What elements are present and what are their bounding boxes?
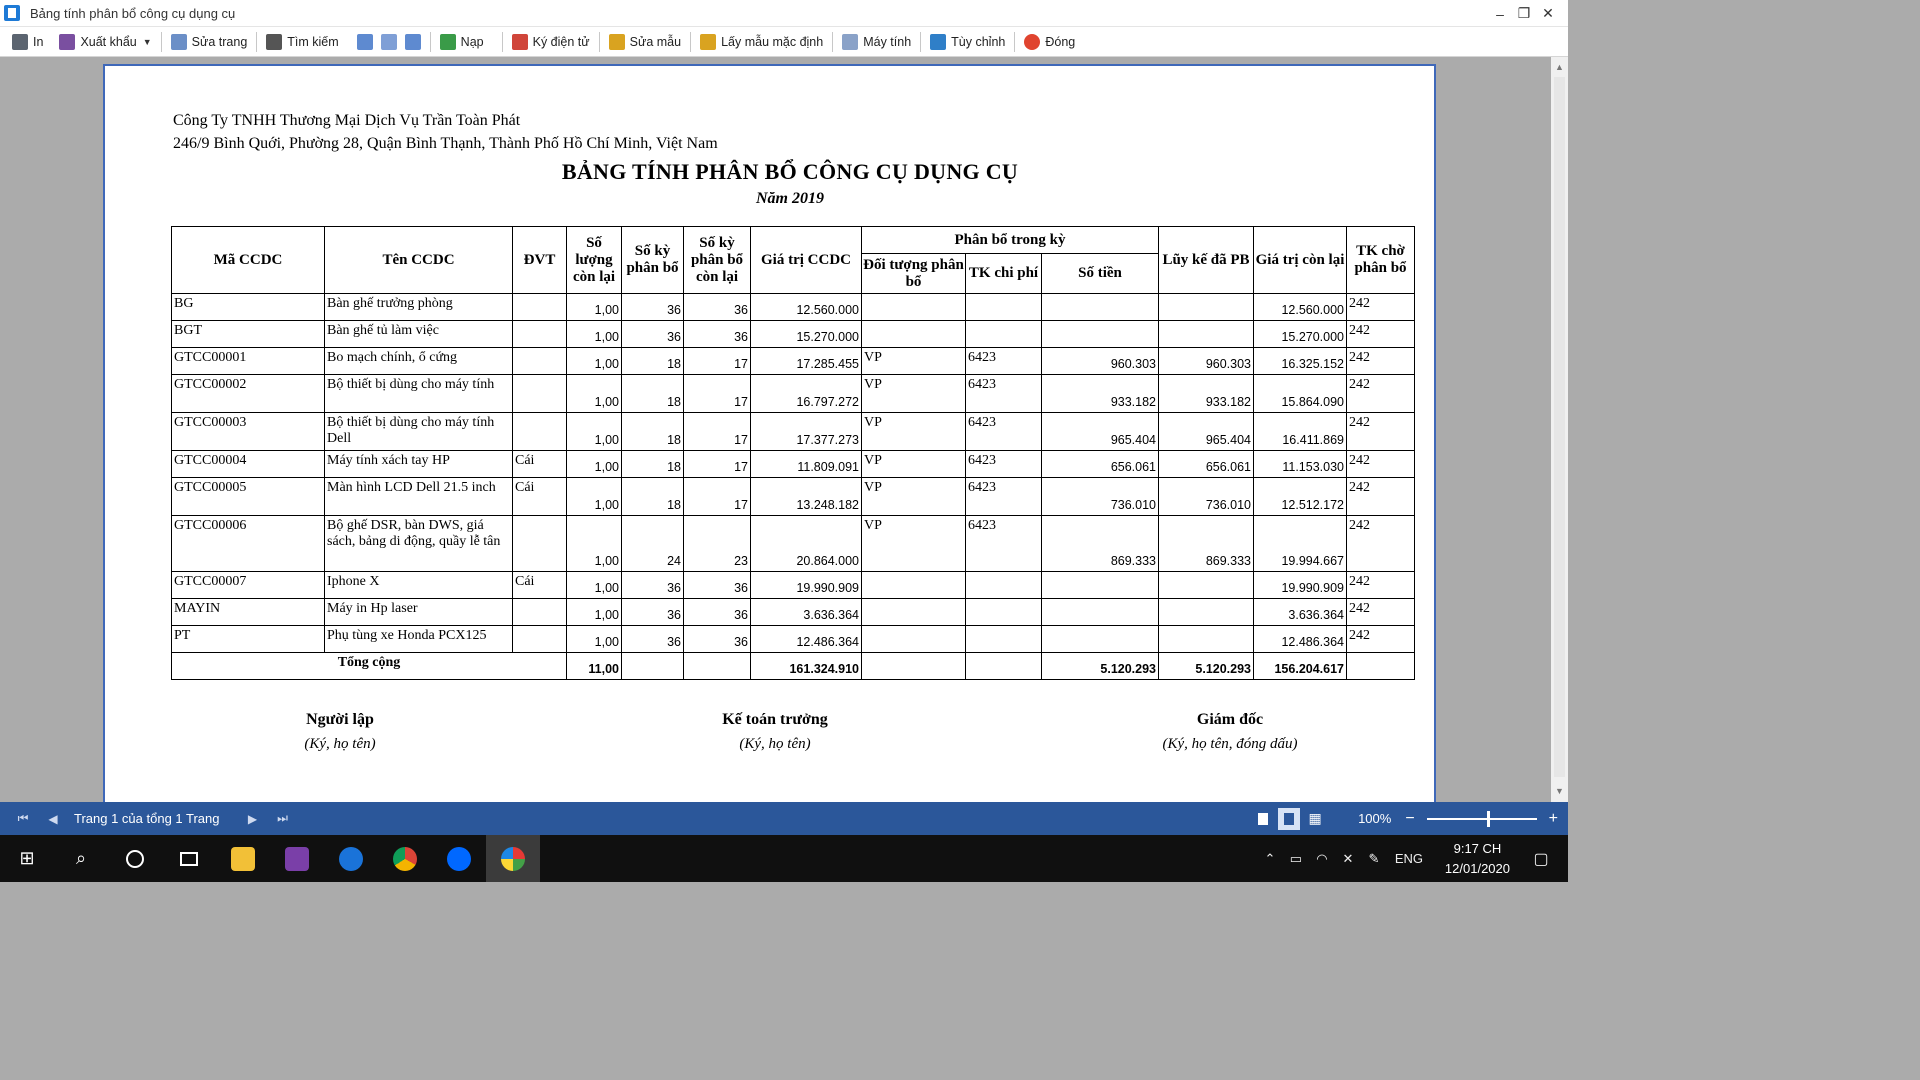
cell-remain: 12.486.364 <box>1254 626 1347 653</box>
clock-time: 9:17 CH <box>1453 840 1502 856</box>
header-qty: Số lượng còn lại <box>567 227 622 294</box>
zoom-out-icon[interactable]: − <box>1405 809 1415 827</box>
cell-value: 17.285.455 <box>751 348 862 375</box>
volume-muted-icon[interactable]: ✕ <box>1342 850 1354 866</box>
view-mode-2-button[interactable] <box>377 30 401 54</box>
cell-name: Bộ thiết bị dùng cho máy tính Dell <box>325 413 513 451</box>
cell-name: Phụ tùng xe Honda PCX125 <box>325 626 513 653</box>
toolbar-divider <box>430 32 431 52</box>
allocation-table <box>171 226 1415 680</box>
scroll-up-icon[interactable]: ▲ <box>1555 62 1564 72</box>
multi-page-view-button[interactable] <box>1304 808 1326 830</box>
total-label: Tổng cộng <box>172 653 567 680</box>
task-view-button[interactable] <box>162 835 216 882</box>
search-button[interactable]: Tìm kiếm <box>262 30 342 54</box>
cell-periods-left: 36 <box>684 321 751 348</box>
cell-qty: 1,00 <box>567 516 622 572</box>
cell-code: GTCC00003 <box>172 413 325 451</box>
table-row <box>172 516 1415 572</box>
save-icon <box>59 34 75 50</box>
cell-alloc-obj: VP <box>862 413 966 451</box>
taskbar-search-button[interactable] <box>54 835 108 882</box>
cortana-button[interactable] <box>108 835 162 882</box>
view-width-icon <box>405 34 421 50</box>
edit-page-button[interactable]: Sửa trang <box>167 30 252 54</box>
status-bar <box>0 802 1568 835</box>
cell-unit <box>513 348 567 375</box>
system-tray <box>1257 835 1568 882</box>
cell-qty: 1,00 <box>567 626 622 653</box>
cell-value: 17.377.273 <box>751 413 862 451</box>
cell-periods: 18 <box>622 451 684 478</box>
cell-amount: 933.182 <box>1042 375 1159 413</box>
cell-unit: Cái <box>513 478 567 516</box>
folder-icon <box>231 847 255 871</box>
cell-code: GTCC00006 <box>172 516 325 572</box>
prev-page-icon[interactable]: ◀ <box>48 811 58 826</box>
signature-chief-accountant <box>645 709 905 757</box>
language-indicator[interactable]: ENG <box>1394 851 1423 866</box>
header-amount: Số tiền <box>1042 254 1159 294</box>
table-row <box>172 451 1415 478</box>
cell-expense-acct <box>966 321 1042 348</box>
cell-unit <box>513 599 567 626</box>
cell-accum <box>1159 294 1254 321</box>
cell-unit <box>513 516 567 572</box>
chrome-icon <box>393 847 417 871</box>
cell-qty: 1,00 <box>567 348 622 375</box>
cell-amount <box>1042 599 1159 626</box>
cell-periods: 36 <box>622 321 684 348</box>
total-accum: 5.120.293 <box>1159 653 1254 680</box>
cell-pending-acct: 242 <box>1347 321 1415 348</box>
taskbar-file-explorer[interactable] <box>216 835 270 882</box>
taskbar-zalo[interactable] <box>432 835 486 882</box>
app-icon <box>4 5 20 21</box>
signature-director <box>1105 709 1355 757</box>
page-navigation-forward <box>238 811 298 826</box>
cell-unit: Cái <box>513 572 567 599</box>
cell-amount <box>1042 321 1159 348</box>
table-row <box>172 348 1415 375</box>
cell-qty: 1,00 <box>567 321 622 348</box>
table-row <box>172 294 1415 321</box>
header-expense-acct: TK chi phí <box>966 254 1042 294</box>
cell-remain: 19.994.667 <box>1254 516 1347 572</box>
taskbar-accounting-app[interactable] <box>486 835 540 882</box>
header-unit: ĐVT <box>513 227 567 294</box>
cell-pending-acct: 242 <box>1347 375 1415 413</box>
cell-pending-acct: 242 <box>1347 478 1415 516</box>
cell-alloc-obj: VP <box>862 348 966 375</box>
company-name: Công Ty TNHH Thương Mại Dịch Vụ Trần Toàn Phát <box>173 112 521 129</box>
cell-pending-acct: 242 <box>1347 413 1415 451</box>
single-page-icon <box>1258 813 1268 825</box>
cell-qty: 1,00 <box>567 451 622 478</box>
cell-periods-left: 36 <box>684 599 751 626</box>
cell-amount: 869.333 <box>1042 516 1159 572</box>
cell-code: GTCC00002 <box>172 375 325 413</box>
cell-expense-acct: 6423 <box>966 375 1042 413</box>
cell-remain: 3.636.364 <box>1254 599 1347 626</box>
cell-amount <box>1042 572 1159 599</box>
cell-pending-acct: 242 <box>1347 451 1415 478</box>
company-address: 246/9 Bình Quới, Phường 28, Quận Bình Thạnh, Thành Phố Hồ Chí Minh, Việt Nam <box>173 135 718 152</box>
scroll-down-icon[interactable]: ▼ <box>1555 786 1564 796</box>
director-note: (Ký, họ tên, đóng dấu) <box>1162 736 1298 752</box>
cell-periods: 18 <box>622 478 684 516</box>
total-empty <box>862 653 966 680</box>
total-empty <box>684 653 751 680</box>
chief-accountant-title: Kế toán trưởng <box>722 711 828 728</box>
cell-name: Iphone X <box>325 572 513 599</box>
continuous-view-button[interactable] <box>1278 808 1300 830</box>
cell-alloc-obj: VP <box>862 516 966 572</box>
cell-code: BG <box>172 294 325 321</box>
header-periods-left: Số kỳ phân bổ còn lại <box>684 227 751 294</box>
table-row <box>172 321 1415 348</box>
cell-amount: 960.303 <box>1042 348 1159 375</box>
zoom-controls <box>1250 802 1558 835</box>
task-view-icon <box>180 852 198 866</box>
company-info <box>173 109 718 155</box>
first-page-icon[interactable]: ⏮ <box>17 811 29 825</box>
cell-alloc-obj: VP <box>862 375 966 413</box>
cell-amount: 736.010 <box>1042 478 1159 516</box>
grid-icon: ▦ <box>1308 810 1322 826</box>
start-button[interactable] <box>0 835 54 882</box>
cell-pending-acct: 242 <box>1347 294 1415 321</box>
cell-qty: 1,00 <box>567 478 622 516</box>
table-row <box>172 375 1415 413</box>
clock[interactable] <box>1445 839 1510 879</box>
toolbar-divider <box>920 32 921 52</box>
zoom-level: 100% <box>1358 811 1392 826</box>
cell-remain: 19.990.909 <box>1254 572 1347 599</box>
reload-button[interactable]: Nạp <box>436 30 488 54</box>
cell-name: Bộ ghế DSR, bàn DWS, giá sách, bảng di động, quầy lễ tân <box>325 516 513 572</box>
title-bar <box>0 0 1568 27</box>
view-page-icon <box>381 34 397 50</box>
cell-value: 19.990.909 <box>751 572 862 599</box>
cell-periods-left: 17 <box>684 478 751 516</box>
pdf-app-icon <box>285 847 309 871</box>
header-remain: Giá trị còn lại <box>1254 227 1347 294</box>
accounting-app-icon <box>501 847 525 871</box>
window-title: Bảng tính phân bổ công cụ dụng cụ <box>30 5 236 21</box>
total-row <box>172 653 1415 680</box>
cell-pending-acct: 242 <box>1347 348 1415 375</box>
calculator-button[interactable]: Máy tính <box>838 30 915 54</box>
cell-remain: 12.560.000 <box>1254 294 1347 321</box>
last-page-icon[interactable]: ⏭ <box>277 811 288 825</box>
cell-amount: 656.061 <box>1042 451 1159 478</box>
cell-alloc-obj <box>862 599 966 626</box>
table-row <box>172 478 1415 516</box>
cell-value: 12.486.364 <box>751 626 862 653</box>
cell-accum: 933.182 <box>1159 375 1254 413</box>
cell-pending-acct: 242 <box>1347 516 1415 572</box>
cell-pending-acct: 242 <box>1347 626 1415 653</box>
cell-periods-left: 36 <box>684 294 751 321</box>
minimize-icon[interactable]: – <box>1496 5 1504 22</box>
preparer-title: Người lập <box>306 711 374 728</box>
scrollbar-thumb[interactable] <box>1554 77 1565 777</box>
cell-expense-acct: 6423 <box>966 516 1042 572</box>
header-periods: Số kỳ phân bổ <box>622 227 684 294</box>
zoom-in-icon[interactable]: + <box>1548 809 1558 827</box>
toolbar-divider <box>1014 32 1015 52</box>
zoom-slider-knob[interactable] <box>1487 811 1490 827</box>
template-default-icon <box>700 34 716 50</box>
chevron-up-icon[interactable]: ⌃ <box>1264 850 1276 866</box>
cell-accum: 965.404 <box>1159 413 1254 451</box>
cell-periods: 18 <box>622 413 684 451</box>
cell-code: GTCC00007 <box>172 572 325 599</box>
restore-icon[interactable]: ❐ <box>1517 5 1531 21</box>
cell-name: Màn hình LCD Dell 21.5 inch <box>325 478 513 516</box>
view-layout-icon <box>357 34 373 50</box>
cell-value: 15.270.000 <box>751 321 862 348</box>
default-template-button[interactable]: Lấy mẫu mặc định <box>696 30 827 54</box>
report-title: BẢNG TÍNH PHÂN BỔ CÔNG CỤ DỤNG CỤ <box>561 159 1019 184</box>
cell-accum <box>1159 626 1254 653</box>
cell-alloc-obj <box>862 294 966 321</box>
continuous-page-icon <box>1284 813 1294 825</box>
cell-periods: 18 <box>622 375 684 413</box>
chief-accountant-note: (Ký, họ tên) <box>739 736 811 752</box>
table-body <box>172 294 1415 680</box>
cell-name: Bàn ghế trưởng phòng <box>325 294 513 321</box>
cell-periods: 36 <box>622 294 684 321</box>
cell-qty: 1,00 <box>567 375 622 413</box>
print-button[interactable]: In <box>8 30 47 54</box>
cell-name: Máy tính xách tay HP <box>325 451 513 478</box>
search-icon: ⌕ <box>75 848 87 868</box>
windows-icon: ⊞ <box>19 848 35 868</box>
table-row <box>172 572 1415 599</box>
cell-qty: 1,00 <box>567 599 622 626</box>
cell-name: Bo mạch chính, ổ cứng <box>325 348 513 375</box>
cell-accum: 960.303 <box>1159 348 1254 375</box>
cell-pending-acct: 242 <box>1347 572 1415 599</box>
cell-periods: 18 <box>622 348 684 375</box>
battery-icon[interactable]: ▭ <box>1289 850 1303 866</box>
template-edit-icon <box>609 34 625 50</box>
cell-value: 20.864.000 <box>751 516 862 572</box>
notification-icon[interactable]: ▢ <box>1533 850 1549 868</box>
cell-periods-left: 36 <box>684 626 751 653</box>
cell-remain: 12.512.172 <box>1254 478 1347 516</box>
cell-code: MAYIN <box>172 599 325 626</box>
cell-alloc-obj <box>862 321 966 348</box>
cell-expense-acct <box>966 572 1042 599</box>
power-icon <box>1024 34 1040 50</box>
cell-unit <box>513 626 567 653</box>
calculator-icon <box>842 34 858 50</box>
signature-preparer <box>240 709 440 757</box>
close-button[interactable]: Đóng <box>1020 30 1079 54</box>
cell-periods-left: 17 <box>684 451 751 478</box>
view-mode-3-button[interactable] <box>401 30 425 54</box>
preparer-note: (Ký, họ tên) <box>304 736 376 752</box>
cell-remain: 16.411.869 <box>1254 413 1347 451</box>
page-info: Trang 1 của tổng 1 Trang <box>74 811 220 826</box>
total-remain: 156.204.617 <box>1254 653 1347 680</box>
cell-expense-acct: 6423 <box>966 413 1042 451</box>
cell-periods-left: 36 <box>684 572 751 599</box>
toolbar-divider <box>256 32 257 52</box>
cell-qty: 1,00 <box>567 413 622 451</box>
refresh-icon <box>440 34 456 50</box>
cell-accum: 736.010 <box>1159 478 1254 516</box>
cell-amount <box>1042 294 1159 321</box>
cell-code: GTCC00001 <box>172 348 325 375</box>
taskbar-edge[interactable] <box>324 835 378 882</box>
total-empty <box>1347 653 1415 680</box>
cell-accum <box>1159 599 1254 626</box>
cell-code: BGT <box>172 321 325 348</box>
cell-unit <box>513 413 567 451</box>
report-year: Năm 2019 <box>756 190 824 207</box>
cell-alloc-obj: VP <box>862 478 966 516</box>
cell-expense-acct <box>966 626 1042 653</box>
next-page-icon[interactable]: ▶ <box>247 811 258 826</box>
taskbar-chrome[interactable] <box>378 835 432 882</box>
cell-expense-acct: 6423 <box>966 348 1042 375</box>
total-empty <box>622 653 684 680</box>
cell-amount <box>1042 626 1159 653</box>
report-page <box>103 64 1436 802</box>
cell-remain: 15.864.090 <box>1254 375 1347 413</box>
cell-periods-left: 17 <box>684 413 751 451</box>
cell-periods-left: 17 <box>684 375 751 413</box>
toolbar-divider <box>832 32 833 52</box>
director-title: Giám đốc <box>1196 711 1264 728</box>
toolbar-divider <box>161 32 162 52</box>
edit-template-button[interactable]: Sửa mẫu <box>605 30 685 54</box>
cell-alloc-obj <box>862 626 966 653</box>
customize-button[interactable]: Tùy chỉnh <box>926 30 1009 54</box>
cell-pending-acct: 242 <box>1347 599 1415 626</box>
cell-value: 12.560.000 <box>751 294 862 321</box>
cell-remain: 15.270.000 <box>1254 321 1347 348</box>
zalo-icon <box>447 847 471 871</box>
header-code: Mã CCDC <box>172 227 325 294</box>
cell-unit: Cái <box>513 451 567 478</box>
cell-value: 16.797.272 <box>751 375 862 413</box>
header-value: Giá trị CCDC <box>751 227 862 294</box>
cell-code: GTCC00005 <box>172 478 325 516</box>
cell-unit <box>513 375 567 413</box>
cell-value: 13.248.182 <box>751 478 862 516</box>
zoom-slider[interactable] <box>1427 818 1537 820</box>
header-name: Tên CCDC <box>325 227 513 294</box>
single-page-view-button[interactable] <box>1252 808 1274 830</box>
cell-expense-acct <box>966 599 1042 626</box>
cell-qty: 1,00 <box>567 294 622 321</box>
cell-accum <box>1159 572 1254 599</box>
e-sign-button[interactable]: Ký điện tử <box>508 30 594 54</box>
cell-value: 11.809.091 <box>751 451 862 478</box>
cell-name: Máy in Hp laser <box>325 599 513 626</box>
clock-date: 12/01/2020 <box>1444 860 1510 876</box>
cell-unit <box>513 321 567 348</box>
total-qty: 11,00 <box>567 653 622 680</box>
cell-qty: 1,00 <box>567 572 622 599</box>
cell-alloc-obj: VP <box>862 451 966 478</box>
edit-page-icon <box>171 34 187 50</box>
cell-periods-left: 17 <box>684 348 751 375</box>
printer-icon <box>12 34 28 50</box>
cell-periods: 36 <box>622 599 684 626</box>
cell-accum: 656.061 <box>1159 451 1254 478</box>
taskbar-pdf-app[interactable] <box>270 835 324 882</box>
cell-alloc-obj <box>862 572 966 599</box>
table-row <box>172 599 1415 626</box>
toolbar <box>0 27 1568 57</box>
cell-remain: 11.153.030 <box>1254 451 1347 478</box>
cell-periods: 36 <box>622 572 684 599</box>
taskbar <box>0 835 1568 882</box>
edge-icon <box>339 847 363 871</box>
total-empty <box>966 653 1042 680</box>
cell-periods: 36 <box>622 626 684 653</box>
close-window-icon[interactable]: ✕ <box>1542 5 1554 21</box>
cell-accum: 869.333 <box>1159 516 1254 572</box>
cell-expense-acct: 6423 <box>966 478 1042 516</box>
table-row <box>172 626 1415 653</box>
header-alloc-obj: Đối tượng phân bổ <box>862 254 966 294</box>
page-navigation <box>8 811 68 826</box>
toolbar-divider <box>599 32 600 52</box>
cell-name: Bàn ghế tủ làm việc <box>325 321 513 348</box>
view-mode-1-button[interactable] <box>353 30 377 54</box>
header-alloc-group: Phân bổ trong kỳ <box>862 227 1159 254</box>
cell-expense-acct: 6423 <box>966 451 1042 478</box>
cell-remain: 16.325.152 <box>1254 348 1347 375</box>
wifi-icon[interactable]: ◠ <box>1316 850 1328 866</box>
export-button[interactable]: Xuất khẩu ▼ <box>55 30 155 54</box>
customize-icon <box>930 34 946 50</box>
total-value: 161.324.910 <box>751 653 862 680</box>
header-accum: Lũy kế đã PB <box>1159 227 1254 294</box>
cell-code: GTCC00004 <box>172 451 325 478</box>
cell-expense-acct <box>966 294 1042 321</box>
toolbar-divider <box>690 32 691 52</box>
cell-value: 3.636.364 <box>751 599 862 626</box>
cell-periods-left: 23 <box>684 516 751 572</box>
cell-name: Bộ thiết bị dùng cho máy tính <box>325 375 513 413</box>
cell-accum <box>1159 321 1254 348</box>
vertical-scrollbar[interactable] <box>1551 57 1568 802</box>
toolbar-divider <box>502 32 503 52</box>
chevron-down-icon[interactable]: ▼ <box>142 36 152 47</box>
table-row <box>172 413 1415 451</box>
cell-code: PT <box>172 626 325 653</box>
cell-unit <box>513 294 567 321</box>
pen-icon[interactable]: ✎ <box>1368 850 1380 866</box>
total-amount: 5.120.293 <box>1042 653 1159 680</box>
window-controls <box>1488 0 1560 27</box>
signature-icon <box>512 34 528 50</box>
binoculars-icon <box>266 34 282 50</box>
cortana-icon <box>126 850 144 868</box>
cell-periods: 24 <box>622 516 684 572</box>
header-pending-acct: TK chờ phân bổ <box>1347 227 1415 294</box>
cell-amount: 965.404 <box>1042 413 1159 451</box>
